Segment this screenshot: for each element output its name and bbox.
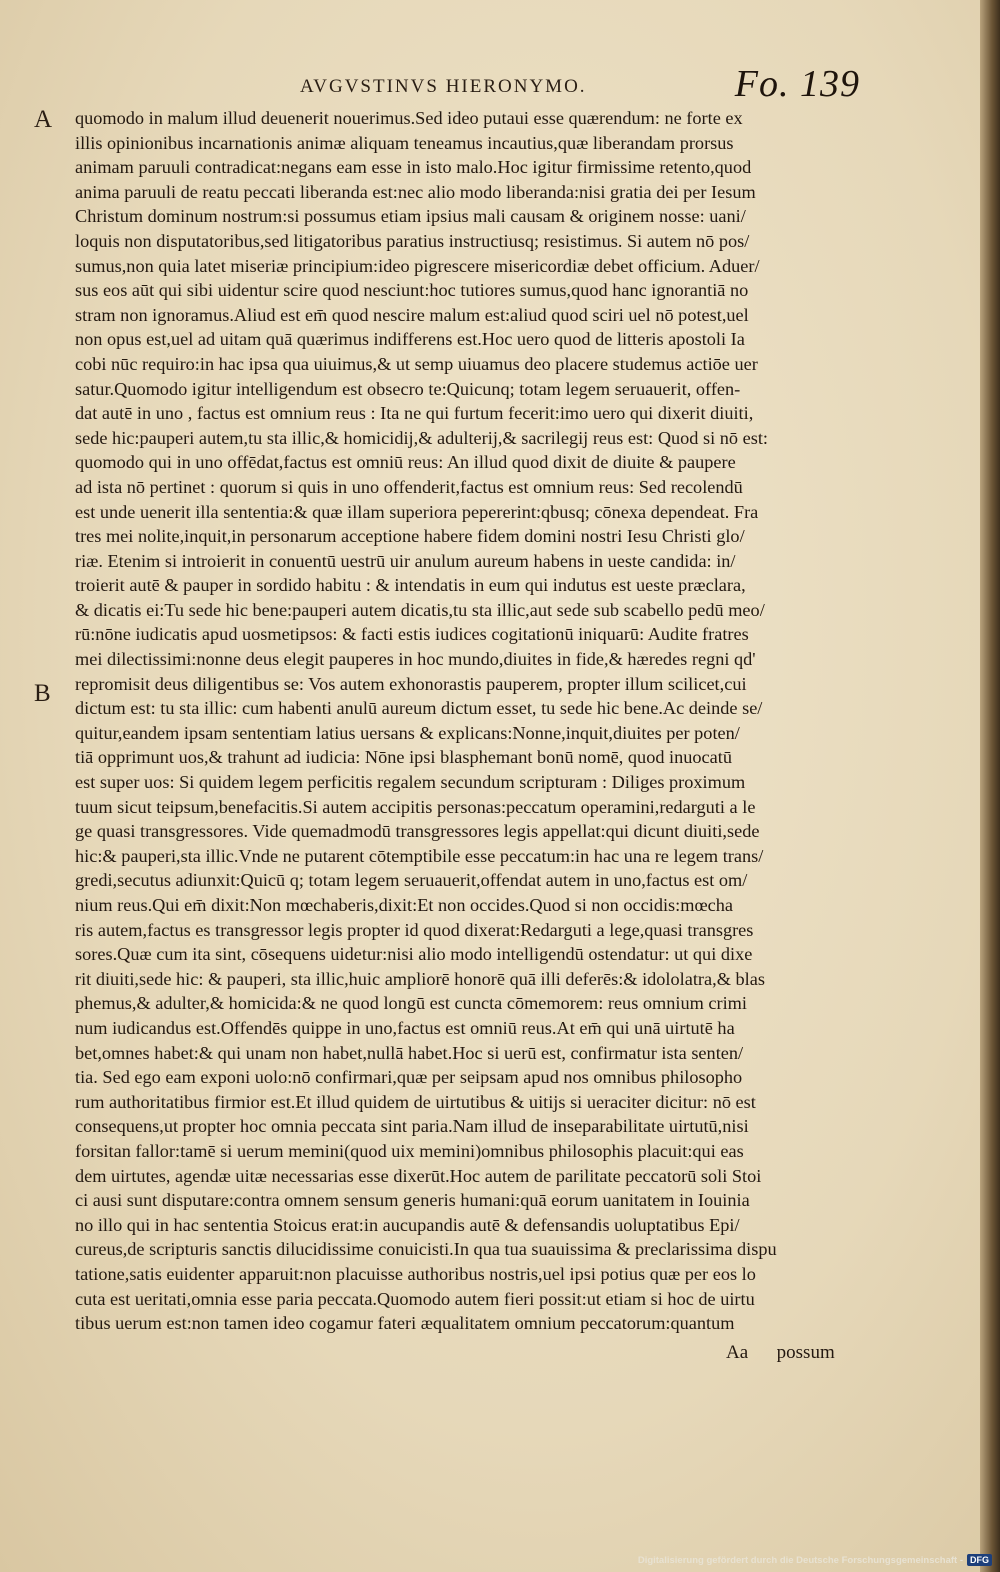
- folio-number: Fo. 139: [734, 63, 860, 105]
- text-line: illis opinionibus incarnationis animæ aliquam teneamus incautius,quæ liberandam prorsus: [75, 132, 734, 153]
- margin-letter-a: A: [34, 106, 53, 133]
- text-line: rum authoritatibus firmior est.Et illud quidem de uirtutibus & uitijs si ueraciter dicitur: nō est: [75, 1091, 756, 1112]
- catchword: [726, 1342, 835, 1364]
- text-line: hic:& pauperi,sta illic.Vnde ne putarent cōtemptibile esse peccatum:in hac una re legem trans/: [75, 845, 764, 866]
- credit-text: Digitalisierung gefördert durch die Deutsche Forschungsgemeinschaft -: [637, 1554, 963, 1566]
- text-line: tres mei nolite,inquit,in personarum acceptione habere fidem domini nostri Iesu Christi glo/: [75, 526, 745, 547]
- text-line: sus eos aūt qui sibi uidentur scire quod nesciunt:hoc tutiores sumus,quod hanc ignorantiā no: [75, 280, 749, 301]
- text-line: est unde uenerit illa sententia:& quæ illam superiora pepererint:qbusq; cōnexa dependeat. Fra: [75, 501, 759, 522]
- text-line: stram non ignoramus.Aliud est em̄ quod nescire malum est:aliud quod sciri uel nō potest,uel: [75, 304, 749, 325]
- text-line: quomodo in malum illud deuenerit nouerimus.Sed ideo putaui esse quærendum: ne forte ex: [75, 108, 743, 128]
- text-line: ge quasi transgressores. Vide quemadmodū transgressores legis appellat:qui dicunt diuiti,sede: [75, 821, 760, 842]
- text-line: anima paruuli de reatu peccati liberanda est:nec alio modo liberanda:nisi gratia dei per Iesum: [75, 181, 756, 202]
- text-line: cureus,de scripturis sanctis dilucidissime conuicisti.In qua tua suauissima & preclarissima dispu: [75, 1239, 777, 1260]
- text-line: consequens,ut propter hoc omnia peccata sint paria.Nam illud de inseparabilitate uirtutū,nisi: [75, 1116, 749, 1137]
- book-edge: [980, 0, 1000, 1572]
- text-line: Christum dominum nostrum:si possumus etiam ipsius mali causam & originem nosse: uani/: [75, 206, 746, 227]
- digitization-credit: [638, 1552, 992, 1568]
- catchword-word: possum: [776, 1342, 835, 1363]
- text-line: tuum sicut teipsum,benefacitis.Si autem accipitis personas:peccatum operamini,redarguti a le: [75, 796, 756, 817]
- text-line: loquis non disputatoribus,sed litigatoribus paratius instructiusq; resistimus. Si autem nō pos/: [75, 230, 750, 251]
- text-line: riæ. Etenim si introierit in conuentū uestrū uir anulum aureum habens in ueste candida: in/: [75, 550, 736, 571]
- text-line: nium reus.Qui em̄ dixit:Non mœchaberis,dixit:Et non occides.Quod si non occidis:mœcha: [75, 895, 734, 915]
- text-line: quitur,eandem ipsam sententiam latius uersans & explicans:Nonne,inquit,diuites per poten/: [75, 722, 740, 743]
- text-line: mei dilectissimi:nonne deus elegit pauperes in hoc mundo,diuites in fide,& hæredes regni qd': [75, 649, 756, 670]
- text-line: cuta est ueritati,omnia esse paria peccata.Quomodo autem fieri possit:ut etiam si hoc de uirtu: [75, 1288, 755, 1309]
- text-line: sede hic:pauperi autem,tu sta illic,& homicidij,& adulterij,& sacrilegij reus est: Quod si nō est:: [75, 427, 769, 448]
- text-line: num iudicandus est.Offendēs quippe in uno,factus est omniū reus.At em̄ qui unā uirtutē ha: [75, 1017, 735, 1038]
- text-line: tiā opprimunt uos,& trahunt ad iudicia: Nōne ipsi blasphemant bonū nomē, quod inuocatū: [75, 747, 733, 768]
- running-title: AVGVSTINVS HIERONYMO.: [300, 76, 587, 97]
- body-text: [75, 106, 847, 1336]
- text-line: dat autē in uno , factus est omnium reus : Ita ne qui furtum fecerit:imo uero qui dixerit diuiti,: [75, 403, 754, 424]
- text-line: animam paruuli contradicat:negans eam esse in isto malo.Hoc igitur firmissime retento,quod: [75, 157, 752, 178]
- text-line: quomodo qui in uno offēdat,factus est omniū reus: An illud quod dixit de diuite & paupere: [75, 452, 736, 473]
- text-line: rū:nōne iudicatis apud uosmetipsos: & facti estis iudices cogitationū iniquarū: Audite fratres: [75, 624, 749, 645]
- text-line: no illo qui in hac sententia Stoicus erat:in aucupandis autē & defensandis uoluptatibus Epi/: [75, 1214, 740, 1235]
- text-line: dictum est: tu sta illic: cum habenti anulū aureum dictum esset, tu sede hic bene.Ac deinde se/: [75, 698, 763, 719]
- text-line: tatione,satis euidenter apparuit:non placuisse authoribus nostris,uel ipsi potius quæ per eos lo: [75, 1263, 756, 1284]
- text-line: est super uos: Si quidem legem perficitis regalem secundum scripturam : Diliges proximum: [75, 772, 746, 793]
- text-line: forsitan fallor:tamē si uerum memini(quod uix memini)omnibus philosophis placuit:qui eas: [75, 1140, 744, 1161]
- text-line: satur.Quomodo igitur intelligendum est obsecro te:Quicunq; totam legem seruauerit, offen-: [75, 378, 741, 399]
- text-line: cobi nūc requiro:in hac ipsa qua uiuimus,& ut semp uiuamus deo placere studemus actiōe uer: [75, 353, 758, 374]
- text-line: sumus,non quia latet miseriæ principium:ideo pigrescere misericordiæ debet officium. Aduer/: [75, 255, 760, 276]
- dfg-logo: DFG: [967, 1554, 992, 1566]
- text-line: ris autem,factus es transgressor legis propter id quod dixerat:Redarguti a lege,quasi transgres: [75, 919, 754, 940]
- text-line: bet,omnes habet:& qui unam non habet,nullā habet.Hoc si uerū est, confirmatur ista senten/: [75, 1042, 744, 1063]
- text-line: gredi,secutus adiunxit:Quicū q; totam legem seruauerit,offendat autem in uno,factus est om/: [75, 870, 748, 891]
- text-line: dem uirtutes, agendæ uitæ necessarias esse dixerūt.Hoc autem de parilitate peccatorū soli Stoi: [75, 1165, 762, 1186]
- text-line: non opus est,uel ad uitam quā quærimus indifferens est.Hoc uero quod de litteris apostoli Ia: [75, 329, 745, 350]
- text-line: & dicatis ei:Tu sede hic bene:pauperi autem dicatis,tu sta illic,aut sede sub scabello pedū meo/: [75, 599, 765, 620]
- page-header: [300, 63, 860, 110]
- text-line: rit diuiti,sede hic: & pauperi, sta illic,huic ampliorē honorē quā illi deferēs:& idololatra,& blas: [75, 968, 765, 989]
- text-line: tia. Sed ego eam exponi uolo:nō confirmari,quæ per seipsam apud nos omnibus philosopho: [75, 1067, 743, 1088]
- text-line: phemus,& adulter,& homicida:& ne quod longū est cuncta cōmemorem: reus omnium crimi: [75, 993, 747, 1014]
- text-line: troierit autē & pauper in sordido habitu : & intendatis in eum qui indutus est ueste præclara,: [75, 575, 746, 596]
- signature-mark: Aa: [726, 1342, 749, 1363]
- text-line: ad ista nō pertinet : quorum si quis in uno offenderit,factus est omnium reus: Sed recolendū: [75, 476, 743, 497]
- text-line: repromisit deus diligentibus se: Vos autem exhonorastis pauperem, propter illum scilicet,cui: [75, 673, 747, 694]
- text-line: sores.Quæ cum ita sint, cōsequens uidetur:nisi alio modo intelligendū ostendatur: ut qui dixe: [75, 944, 753, 965]
- margin-letter-b: B: [34, 680, 51, 707]
- text-line: tibus uerum est:non tamen ideo cogamur fateri æqualitatem omnium peccatorum:quantum: [75, 1313, 735, 1334]
- text-line: ci ausi sunt disputare:contra omnem sensum generis humani:quā eorum uanitatem in Iouinia: [75, 1190, 750, 1211]
